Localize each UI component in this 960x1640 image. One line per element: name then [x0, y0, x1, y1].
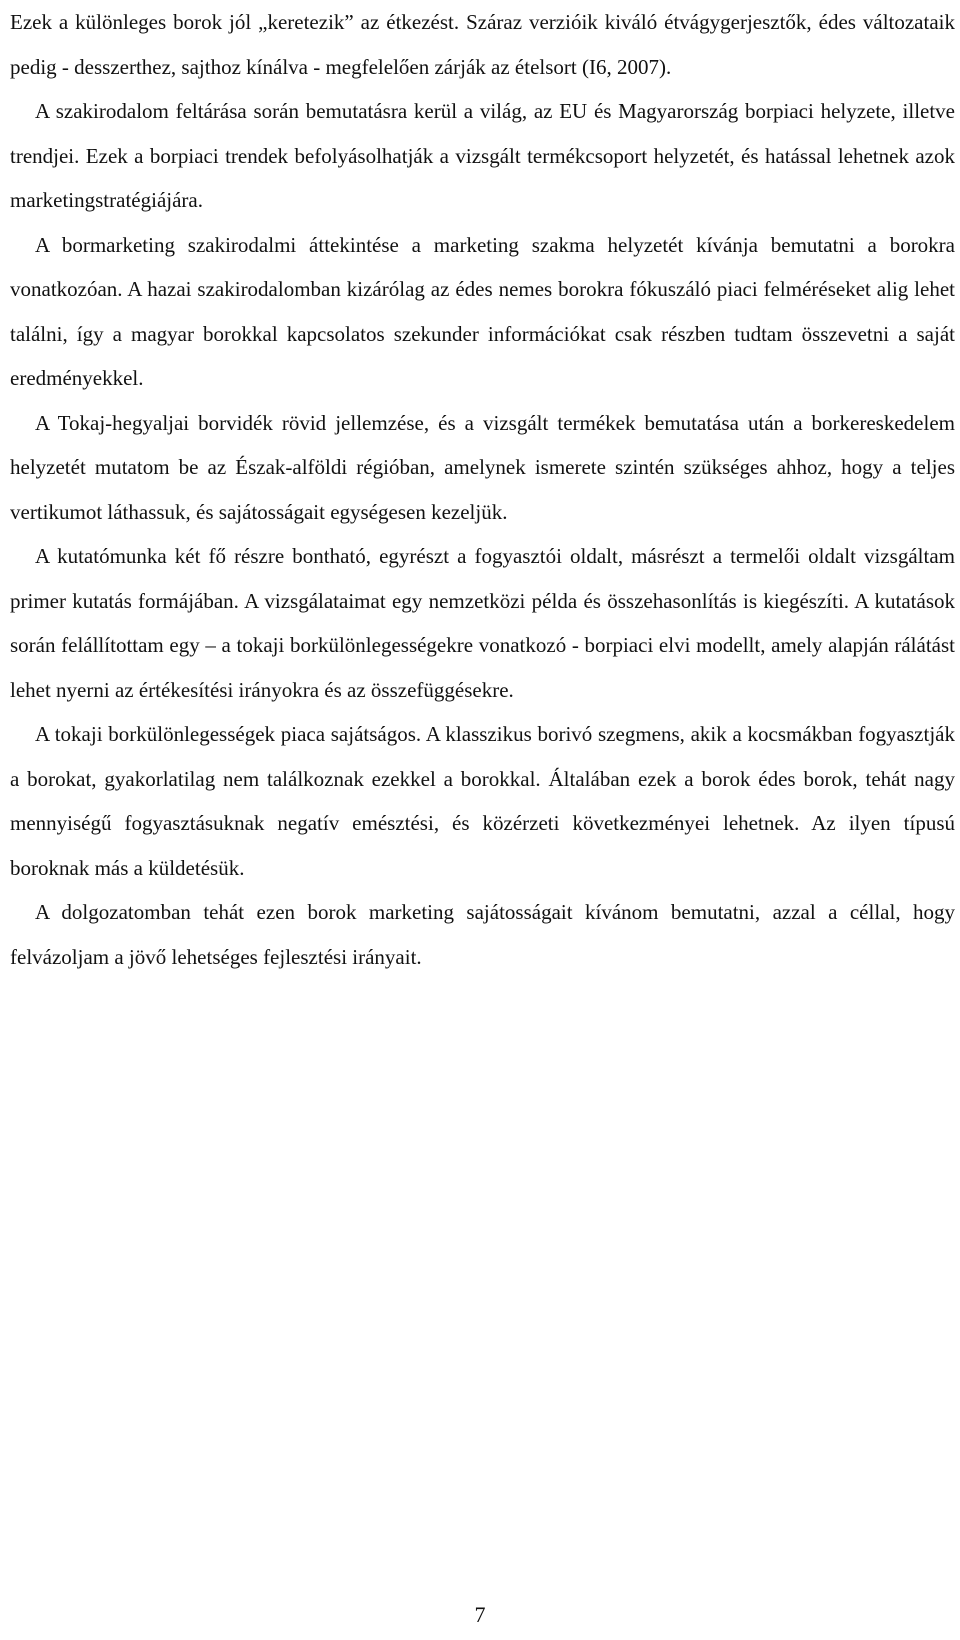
- paragraph-research-work: A kutatómunka két fő részre bontható, egyrészt a fogyasztói oldalt, másrészt a termelői oldalt vizsgáltam primer kutatás formájában. A vizsgálataimat egy nemzetközi példa és összehasonlítás is kiegészíti. A kutatások során felállítottam egy – a tokaji borkülönlegességekre vonatkozó - borpiaci elvi modellt, amely alapján rálátást lehet nyerni az értékesítési irányokra és az összefüggésekre.: [10, 544, 955, 702]
- paragraph-intro: Ezek a különleges borok jól „keretezik” az étkezést. Száraz verzióik kiváló étvágygerjesztők, édes változataik pedig - desszerthez, sajthoz kínálva - megfelelően zárják az ételsort (I6, 2007).: [10, 10, 955, 79]
- page-number: 7: [474, 1602, 486, 1627]
- paragraph-conclusion: A dolgozatomban tehát ezen borok marketing sajátosságait kívánom bemutatni, azzal a céllal, hogy felvázoljam a jövő lehetséges fejlesztési irányait.: [10, 900, 955, 969]
- paragraph-tokaj-market: A tokaji borkülönlegességek piaca sajátságos. A klasszikus borivó szegmens, akik a kocsmákban fogyasztják a borokat, gyakorlatilag nem találkoznak ezekkel a borokkal. Általában ezek a borok édes borok, tehát nagy mennyiségű fogyasztásuknak negatív emésztési, és közérzeti következményei lehetnek. Az ilyen típusú boroknak más a küldetésük.: [10, 722, 955, 880]
- document-page: [10, 0, 955, 979]
- paragraph-literature-review: A szakirodalom feltárása során bemutatásra kerül a világ, az EU és Magyarország borpiaci helyzete, illetve trendjei. Ezek a borpiaci trendek befolyásolhatják a vizsgált termékcsoport helyzetét, és hatással lehetnek azok marketingstratégiájára.: [10, 99, 955, 212]
- paragraph-wine-marketing: A bormarketing szakirodalmi áttekintése a marketing szakma helyzetét kívánja bemutatni a borokra vonatkozóan. A hazai szakirodalomban kizárólag az édes nemes borokra fókuszáló piaci felméréseket alig lehet találni, így a magyar borokkal kapcsolatos szekunder információkat csak részben tudtam összevetni a saját eredményekkel.: [10, 232, 955, 390]
- paragraph-tokaj-region: A Tokaj-hegyaljai borvidék rövid jellemzése, és a vizsgált termékek bemutatása után a borkereskedelem helyzetét mutatom be az Észak-alföldi régióban, amelynek ismerete szintén szükséges ahhoz, hogy a teljes vertikumot láthassuk, és sajátosságait egységesen kezeljük.: [10, 410, 955, 524]
